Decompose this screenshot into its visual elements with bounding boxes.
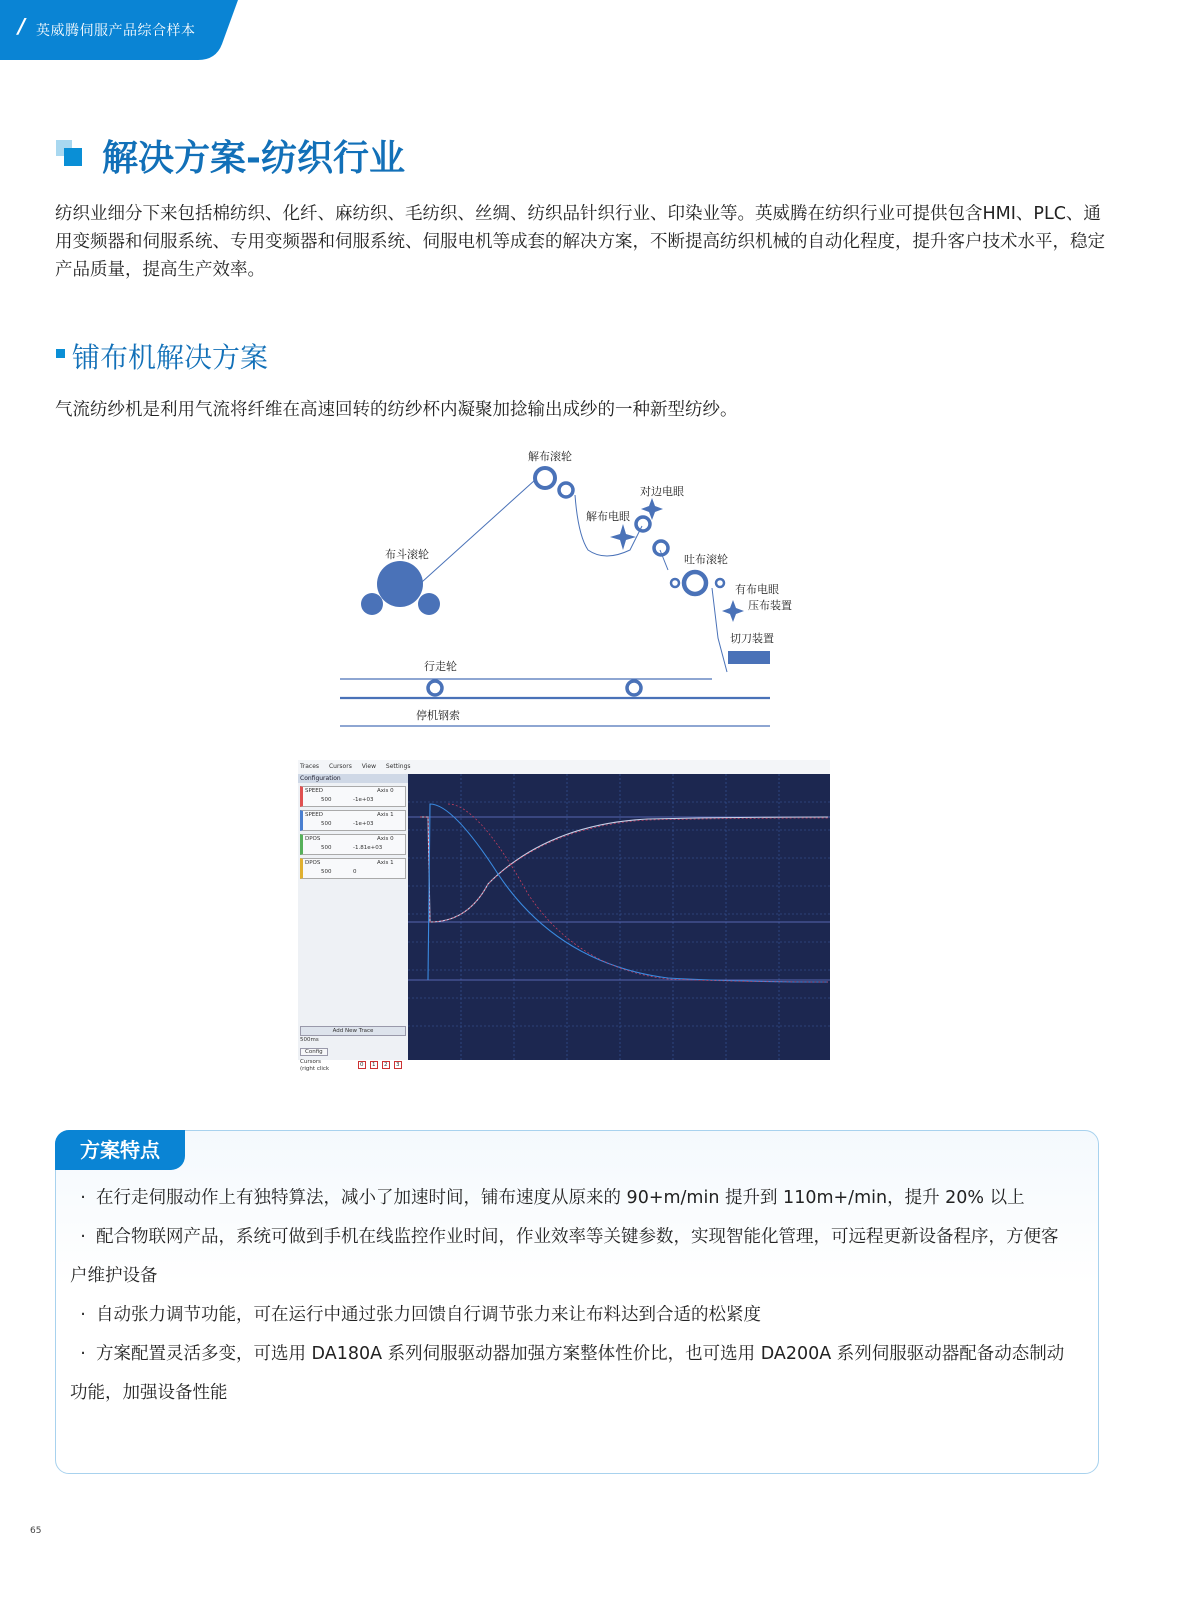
scope-menu-traces[interactable]: Traces bbox=[300, 763, 320, 770]
cutter-block bbox=[728, 651, 770, 664]
label-spit-roller: 吐布滚轮 bbox=[684, 553, 728, 566]
bullet: · bbox=[80, 1188, 86, 1208]
label-edge-eye: 对边电眼 bbox=[640, 485, 684, 498]
cursor-button-3[interactable]: 3 bbox=[396, 1062, 400, 1068]
label-press-device: 压布装置 bbox=[748, 599, 792, 612]
label-hopper-roller: 布斗滚轮 bbox=[385, 548, 429, 561]
spit-roller-small-right bbox=[716, 579, 724, 587]
scope-config-header: Configuration bbox=[298, 774, 408, 783]
header-tab-label: 英威腾伺服产品综合样本 bbox=[36, 23, 196, 39]
hopper-roller-small-left bbox=[361, 593, 383, 615]
list-item bbox=[70, 1218, 1070, 1296]
scope-trace-row[interactable] bbox=[300, 834, 406, 855]
cursor-button-2[interactable]: 2 bbox=[384, 1062, 388, 1068]
scope-trace-row[interactable] bbox=[300, 810, 406, 831]
features-list bbox=[70, 1179, 1070, 1413]
feature-text: 方案配置灵活多变，可选用 DA180A 系列伺服驱动器加强方案整体性价比，也可选用 DA200A 系列伺服驱动器配备动态制动功能，加强设备性能 bbox=[70, 1344, 1065, 1403]
hopper-roller-large bbox=[377, 561, 423, 607]
unwind-roller-1 bbox=[535, 468, 555, 488]
add-new-trace-button[interactable]: Add New Trace bbox=[300, 1026, 406, 1036]
title-square-icon bbox=[64, 148, 82, 166]
trace-value: -1.81e+03 bbox=[353, 845, 383, 851]
trace-axis: Axis 1 bbox=[377, 860, 394, 866]
header-tab bbox=[0, 0, 240, 60]
label-travel-wheel: 行走轮 bbox=[424, 660, 457, 673]
scope-timebase[interactable]: 500ms bbox=[300, 1037, 319, 1043]
trace-value: -1e+03 bbox=[353, 821, 374, 827]
feature-text: 在行走伺服动作上有独特算法，减小了加速时间，铺布速度从原来的 90+m/min 提升到 110m+/min，提升 20% 以上 bbox=[96, 1188, 1025, 1208]
scope-menu-cursors[interactable]: Cursors bbox=[328, 763, 352, 770]
spit-roller-small-left bbox=[671, 579, 679, 587]
label-stop-wire: 停机钢索 bbox=[416, 709, 460, 722]
travel-wheel-2 bbox=[627, 681, 641, 695]
scope-config-panel bbox=[298, 774, 409, 1072]
hopper-roller-small-right bbox=[418, 593, 440, 615]
scope-trace-row[interactable] bbox=[300, 786, 406, 807]
label-unwind-eye: 解布电眼 bbox=[586, 510, 630, 523]
cloth-eye-sparkle bbox=[722, 600, 744, 622]
trace-time: 500 bbox=[321, 821, 332, 827]
cursor-button-0[interactable]: 0 bbox=[360, 1062, 364, 1068]
trace-name: DPOS bbox=[305, 836, 321, 842]
unwind-roller-2 bbox=[559, 483, 573, 497]
trace-axis: Axis 0 bbox=[377, 836, 394, 842]
trace-name: SPEED bbox=[305, 788, 323, 794]
section-description: 气流纺纱机是利用气流将纤维在高速回转的纺纱杯内凝聚加捻输出成纱的一种新型纺纱。 bbox=[55, 400, 738, 420]
bullet: · bbox=[80, 1344, 86, 1364]
trace-axis: Axis 0 bbox=[377, 788, 394, 794]
scope-menubar bbox=[298, 760, 830, 774]
label-cloth-eye: 有布电眼 bbox=[735, 583, 779, 596]
section-title: 铺布机解决方案 bbox=[72, 341, 269, 374]
page-number: 65 bbox=[30, 1526, 42, 1536]
scope-config-button[interactable]: Config bbox=[300, 1048, 328, 1056]
oscilloscope-screenshot bbox=[298, 760, 830, 1072]
bullet: · bbox=[80, 1305, 86, 1325]
trace-name: SPEED bbox=[305, 812, 323, 818]
trace-axis: Axis 1 bbox=[377, 812, 394, 818]
trace-time: 500 bbox=[321, 797, 332, 803]
trace-value: -1e+03 bbox=[353, 797, 374, 803]
feature-text: 配合物联网产品，系统可做到手机在线监控作业时间，作业效率等关键参数，实现智能化管理，可远程更新设备程序，方便客户维护设备 bbox=[70, 1227, 1059, 1286]
page-title: 解决方案-纺织行业 bbox=[102, 138, 405, 179]
section-square-icon bbox=[56, 349, 65, 358]
scope-trace-row[interactable] bbox=[300, 858, 406, 879]
features-title: 方案特点 bbox=[55, 1130, 185, 1170]
list-item bbox=[70, 1179, 1070, 1218]
edge-roller-1 bbox=[636, 517, 650, 531]
travel-wheel-1 bbox=[428, 681, 442, 695]
intro-paragraph: 纺织业细分下来包括棉纺织、化纤、麻纺织、毛纺织、丝绸、纺织品针织行业、印染业等。英威腾在纺织行业可提供包含HMI、PLC、通用变频器和伺服系统、专用变频器和伺服系统、伺服电机等成套的解决方案，不断提高纺织机械的自动化程度，提升客户技术水平，稳定产品质量，提高生产效率。 bbox=[55, 204, 1105, 280]
trace-time: 500 bbox=[321, 869, 332, 875]
scope-cursors-label: Cursors bbox=[300, 1059, 321, 1065]
spit-roller-large bbox=[684, 572, 706, 594]
list-item bbox=[70, 1296, 1070, 1335]
trace-value: 0 bbox=[353, 869, 357, 875]
feature-text: 自动张力调节功能，可在运行中通过张力回馈自行调节张力来让布料达到合适的松紧度 bbox=[96, 1305, 761, 1325]
trace-time: 500 bbox=[321, 845, 332, 851]
scope-cursors-hint: (right click bbox=[300, 1066, 330, 1072]
bullet: · bbox=[80, 1227, 86, 1247]
scope-menu-view[interactable]: View bbox=[361, 763, 376, 770]
cursor-button-1[interactable]: 1 bbox=[372, 1062, 376, 1068]
label-unwind-roller: 解布滚轮 bbox=[528, 450, 572, 463]
slash-icon: / bbox=[18, 14, 26, 38]
scope-waveforms bbox=[408, 774, 830, 1060]
scope-plot-area[interactable] bbox=[408, 774, 830, 1060]
spreader-diagram bbox=[330, 440, 810, 740]
label-cutter: 切刀装置 bbox=[730, 632, 774, 645]
scope-menu-settings[interactable]: Settings bbox=[385, 763, 411, 770]
features-box bbox=[55, 1130, 1099, 1474]
trace-name: DPOS bbox=[305, 860, 321, 866]
list-item bbox=[70, 1335, 1070, 1413]
